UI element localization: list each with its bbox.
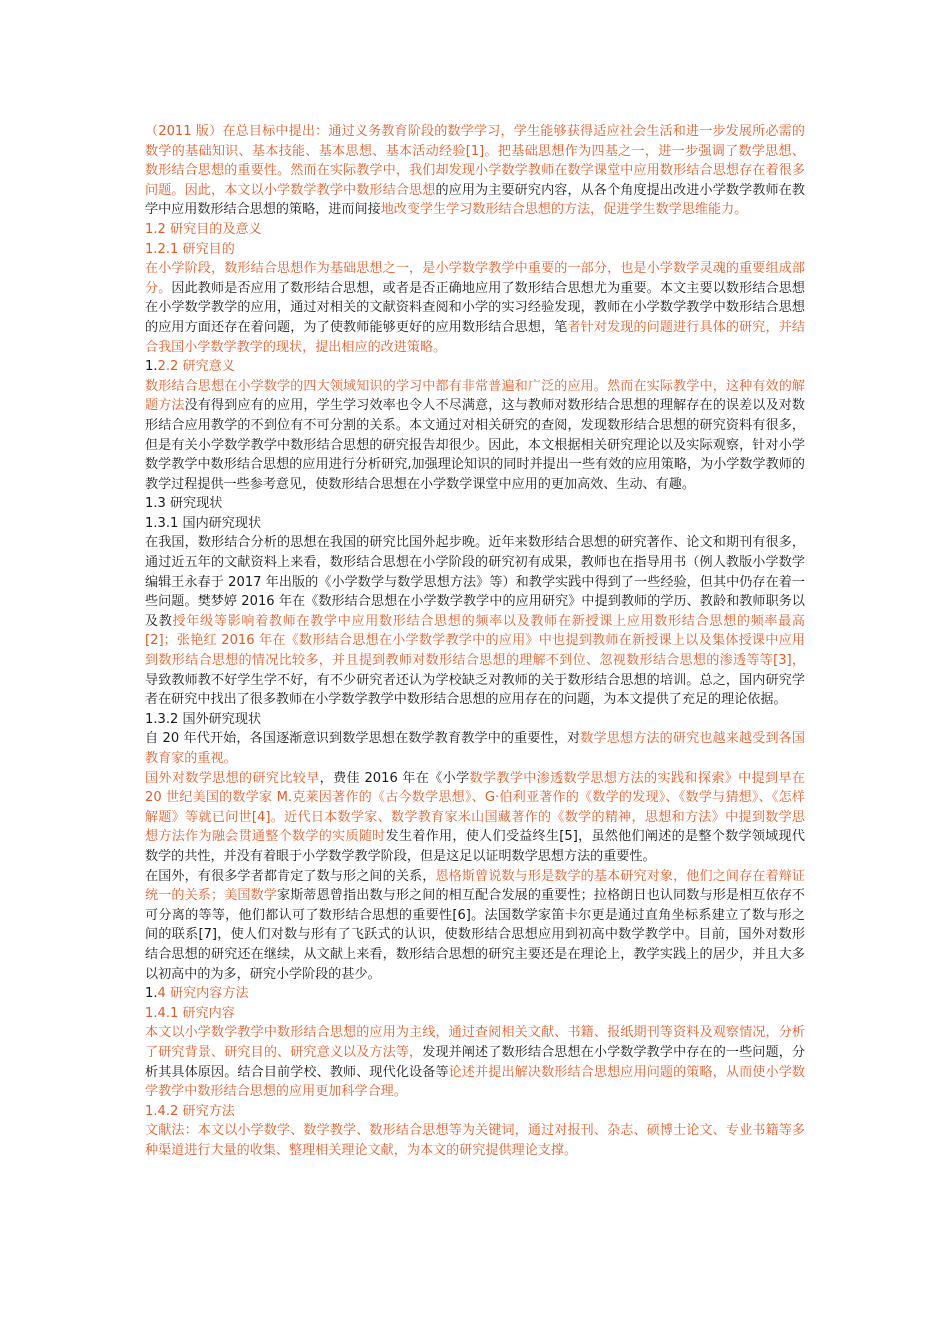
text-run: （2011 版）在总目标中提出：通过义务教育阶段的数学学习，学生能够获得适应社会生活和进一步发展所必需的数学的基础知识、基本技能、基本思想、基本活动经验[1]。把基础思想作为四基之一，进一步强调了数学思想、数形结合思想的重要性。然而在实际教学中，我们却发现小学数学教师在数学课堂中应用数形结合思想存在着很多问题。因此，本文以小学数学教学中数形结合思想 (145, 124, 805, 198)
intro-paragraph (145, 122, 805, 220)
text-run: 导致教师教不好学生学不好，有不少研究者还认为学校缺乏对教师的关于数形结合思想的培训。总之，国内研究学者在研究中找出了很多教师在小学数学教学中数形结合思想的应用存在的问题，为本文提供了充足的理论依据。 (145, 672, 805, 708)
significance-paragraph (145, 377, 805, 495)
purpose-paragraph (145, 259, 805, 357)
text-run: 1. (145, 986, 158, 1002)
text-run: 在小学阶段，数形结合思想作为基础思想之一，是小学数学教学中重要的一部分，也是小学数学灵魂的重要组成部分。 (145, 261, 805, 296)
method-paragraph (145, 1121, 805, 1160)
text-run: 1.2 研究目的及意义 (145, 221, 262, 237)
text-run: 1.3.2 国外研究现状 (145, 711, 262, 727)
text-run: 授年级等影响着教师在教学中应用数形结合思想的频率以及教师在新授课上应用数形结合思想的频率最高[2]；张艳红 2016 年在《数形结合思想在小学数学教学中的应用》中也提到教师在新授课上以及集体授课中应用到数形结合思想的情况比较多，并且提到教师对数形结合思想的理解不到位、忽视数形结合思想的渗透等等[3]， (145, 613, 806, 669)
text-run: 1.3 研究现状 (145, 496, 223, 512)
text-run: 地改变学生学习数形结合思想的方法，促进学生数学思维能力。 (380, 202, 748, 218)
text-run: 1.4.1 研究内容 (145, 1005, 235, 1021)
text-run: 恩格斯曾说数与形是数学的基本研究对象，他们之间存在着辩证统一的关系；美国数学 (145, 868, 806, 904)
text-run: 数形结合思想在小学数学的四大领域知识的学习中都有非常普遍和广泛的应用。然而在实际教学中，这种有效的解题方法 (145, 378, 805, 414)
heading-1-4 (145, 984, 805, 1004)
text-run: 在我国，数形结合分析的思想在我国的研究比国外起步晚。近年来数形结合思想的研究著作、论文和期刊有很多，通过近五年的文献资料上来看，数形结合思想在小学阶段的研究初有成果，教师也在指导用书（例人教版小学数学编辑王永春于 2017 年出版的《小学数学与数学思想方法》等）和教学实践中得到了一些经验，但其中仍存在着一些问题。樊梦婷 2016 年在《数形结合思想在小学数学教学中的应用研究》中提到教师的学历、教龄和教师职务以及教 (145, 535, 805, 629)
text-run: 者针对发现的问题进行具体的研究，并结合我国小学数学教学的现状，提出相应的改进策略。 (145, 319, 805, 355)
text-run: 发生着作用，使人们受益终生[5]，虽然他们阐述的是整个数学领域现代数学的共性，并没有着眼于小学数学教学阶段，但是这足以证明数学思想方法的重要性。 (145, 829, 806, 864)
domestic-paragraph (145, 533, 805, 709)
text-run: 在国外，有很多学者都肯定了数与形之间的关系， (145, 868, 436, 884)
content-paragraph (145, 1023, 805, 1101)
text-run: 1.2.1 研究目的 (145, 241, 235, 257)
text-run: 国外对数学思想的研究比较早 (145, 770, 320, 786)
text-run: 2.2 研究意义 (157, 359, 235, 375)
foreign-paragraph-3 (145, 867, 805, 985)
text-run: 论述并提出解决数形结合思想应用问题的策略，从而使小学数学教学中数形结合思想的应用更加科学合理。 (145, 1064, 806, 1100)
heading-1-3-2 (145, 710, 805, 730)
heading-1-3 (145, 494, 805, 514)
text-run: 本文以小学数学教学中数形结合思想的应用为主线，通过查阅相关文献、书籍、报纸期刊等资料及观察情况，分析了研究背景、研究目的、研究意义以及方法等， (145, 1025, 805, 1060)
heading-1-3-1 (145, 514, 805, 534)
text-run: 自 20 年代开始，各国逐渐意识到数学思想在数学教育教学中的重要性，对 (145, 731, 581, 747)
heading-1-2 (145, 220, 805, 240)
text-run: ，费佳 2016 年在《小学 (319, 770, 470, 786)
text-run: 因此教师是否应用了数形结合思想，或者是否正确地应用了数形结合思想尤为重要。本文主要以数形结合思想在小学数学教学的应用，通过对相关的文献资料查阅和小学的实习经验发现，教师在小学数学教学中数形结合思想的应用方面还存在着问题，为了使教师能够更好的应用数形结合思想，笔 (145, 280, 805, 335)
text-run: 没有得到应有的应用，学生学习效率也令人不尽满意，这与教师对数形结合思想的理解存在的误差以及对数形结合应用教学的不到位有不可分割的关系。本文通过对相关研究的查阅，发现数形结合思想的研究资料有很多，但是有关小学数学教学中数形结合思想的研究报告却很少。因此，本文根据相关研究理论以及实际观察，针对小学数学教学中数形结合思想的应用进行分析研究,加强理论知识的同时并提出一些有效的应用策略，为小学数学教师的教学过程提供一些参考意见，使数形结合思想在小学数学课堂中应用的更加高效、生动、有趣。 (145, 398, 806, 492)
heading-1-2-1 (145, 240, 805, 260)
foreign-paragraph-2 (145, 769, 805, 867)
heading-1-4-2 (145, 1102, 805, 1122)
text-run: 1. (145, 359, 158, 375)
text-run: 家斯蒂恩曾指出数与形之间的相互配合发展的重要性；拉格朗日也认同数与形是相互依存不可分离的等等，他们都认可了数形结合思想的重要性[6]。法国数学家笛卡尔更是通过直角坐标系建立了数与形之间的联系[7]，使人们对数与形有了飞跃式的认识，使数形结合思想应用到初高中数学教学中。目前，国外对数形结合思想的研究还在继续，从文献上来看，数形结合思想的研究主要还是在理论上，教学实践上的居少，并且大多以初高中的为多，研究小学阶段的甚少。 (145, 888, 806, 982)
text-run: 1.4.2 研究方法 (145, 1103, 235, 1119)
text-run: 发现并阐述了数形结合思想在小学数学教学中存在的一些问题，分析其具体原因。结合目前学校、教师、现代化设备等 (145, 1044, 806, 1080)
heading-1-4-1 (145, 1004, 805, 1024)
text-run: 的应用为主要研究内容，从各个角度提出改进小学数学教师在教学中应用数形结合思想的策略，进而间接 (145, 182, 806, 218)
text-run: 1.3.1 国内研究现状 (145, 515, 262, 531)
text-run: 文献法：本文以小学数学、数学教学、数形结合思想等为关键词，通过对报刊、杂志、硕博士论文、专业书籍等多种渠道进行大量的收集、整理相关理论文献，为本文的研究提供理论支撑。 (145, 1123, 805, 1158)
text-run: 数学教学中渗透数学思想方法的实践和探索》中提到早在 20 世纪美国的数学家 M.克莱因著作的《古今数学思想》、G·伯利亚著作的《数学的发现》、《数学与猜想》、《怎样解题》等就已问世[4]。近代日本数学家、数学教育家米山国藏著作的《数学的精神，思想和方法》中提到数学思想方法作为融会贯通整个数学的实质随时 (145, 770, 805, 845)
text-run: 4 研究内容方法 (157, 986, 249, 1002)
document-body (145, 122, 805, 1160)
heading-1-2-2 (145, 357, 805, 377)
foreign-paragraph-1 (145, 729, 805, 768)
text-run: 数学思想方法的研究也越来越受到各国教育家的重视。 (145, 731, 806, 766)
